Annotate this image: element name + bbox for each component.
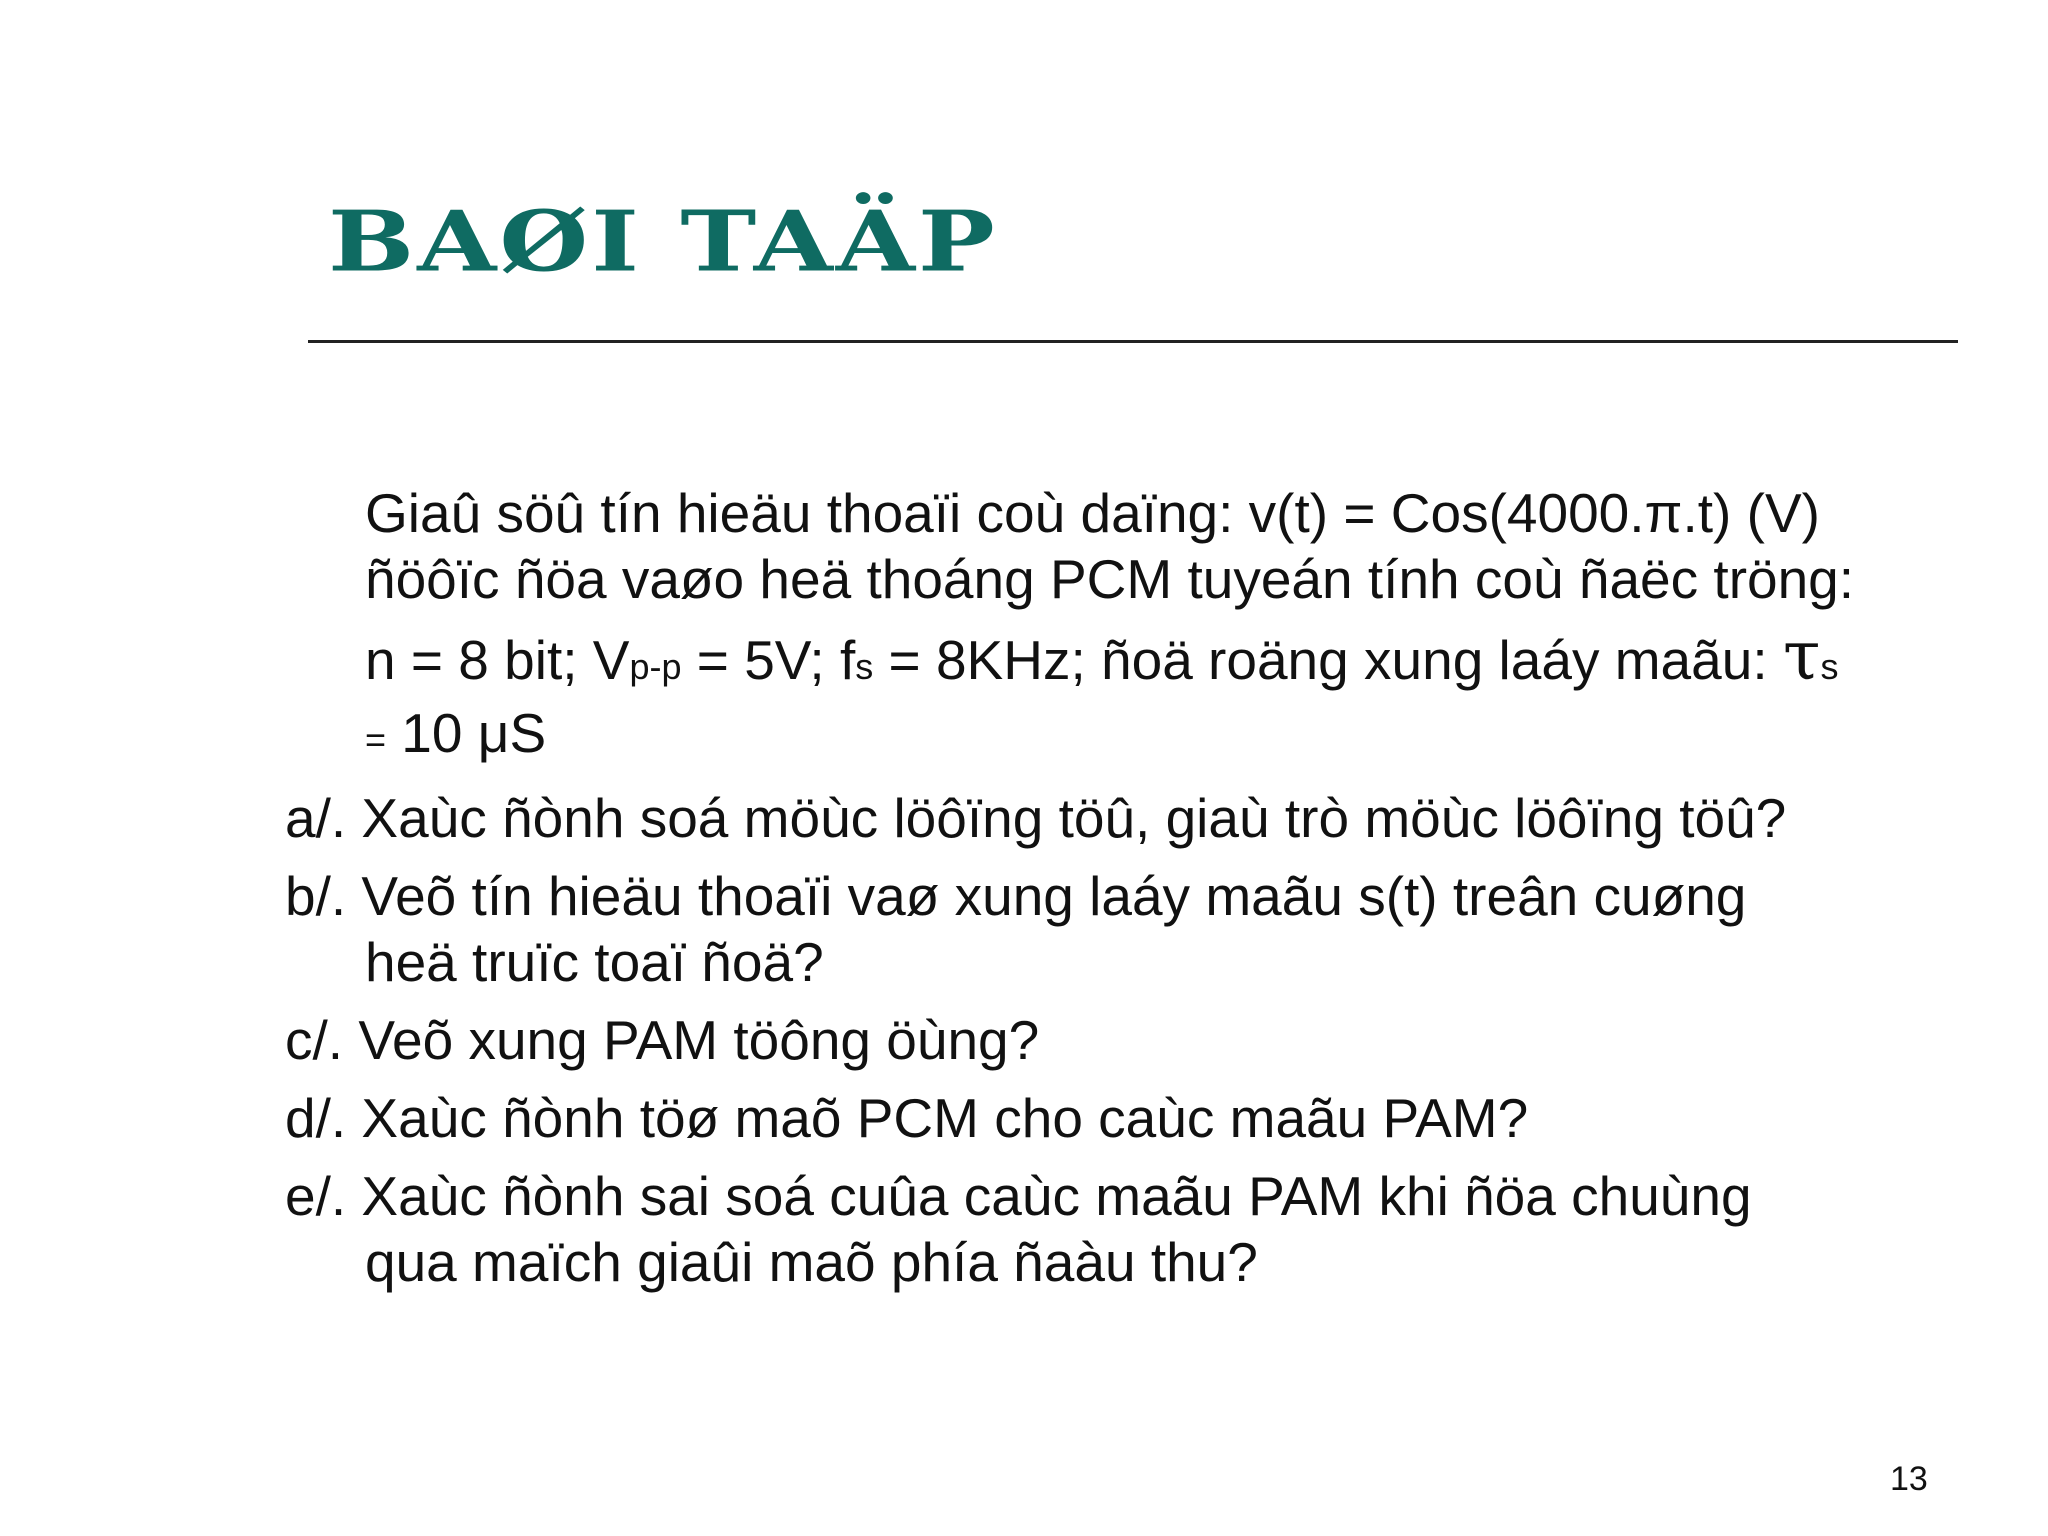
title-divider	[308, 340, 1958, 343]
question-a	[285, 785, 2005, 851]
tau-subscript: s	[1820, 646, 1839, 687]
problem-statement	[285, 480, 2005, 612]
statement-line-2: ñöôïc ñöa vaøo heä thoáng PCM tuyeán tính coù ñaëc tröng:	[365, 548, 1855, 610]
question-c	[285, 1007, 2005, 1073]
question-b	[285, 863, 2005, 995]
parameters	[285, 617, 2005, 773]
question-d	[285, 1085, 2005, 1151]
tau-value: 10 μS	[386, 702, 547, 764]
question-b-continuation: heä truïc toaï ñoä?	[365, 931, 824, 993]
slide-title: BAØI TAÄP	[328, 192, 998, 292]
question-a-text: a/. Xaùc ñònh soá möùc löôïng töû, giaù trò möùc löôïng töû?	[285, 787, 1787, 849]
parameters-line	[365, 617, 2005, 700]
statement-line-1: Giaû söû tín hieäu thoaïi coù daïng: v(t) = Cos(4000.π.t) (V)	[365, 482, 1820, 544]
question-b-text: b/. Veõ tín hieäu thoaïi vaø xung laáy maãu s(t) treân cuøng	[285, 865, 1747, 927]
param-fs-text: = 8KHz; ñoä roäng xung laáy maãu:	[873, 629, 1783, 691]
vpp-subscript: p-p	[629, 646, 682, 687]
question-c-text: c/. Veõ xung PAM töông öùng?	[285, 1009, 1040, 1071]
tau-equals: =	[365, 719, 387, 760]
tau-value-line	[365, 700, 2005, 773]
slide-body	[285, 480, 2005, 1295]
param-n-text: n = 8 bit; V	[365, 629, 630, 691]
tau-symbol: τ	[1782, 617, 1821, 696]
question-d-text: d/. Xaùc ñònh töø maõ PCM cho caùc maãu PAM?	[285, 1087, 1529, 1149]
question-e-text: e/. Xaùc ñònh sai soá cuûa caùc maãu PAM khi ñöa chuùng	[285, 1165, 1752, 1227]
fs-subscript: s	[855, 646, 874, 687]
question-e-continuation: qua maïch giaûi maõ phía ñaàu thu?	[365, 1231, 1258, 1293]
page-number: 13	[1890, 1460, 1928, 1498]
question-e	[285, 1163, 2005, 1295]
param-v-text: = 5V; f	[681, 629, 856, 691]
